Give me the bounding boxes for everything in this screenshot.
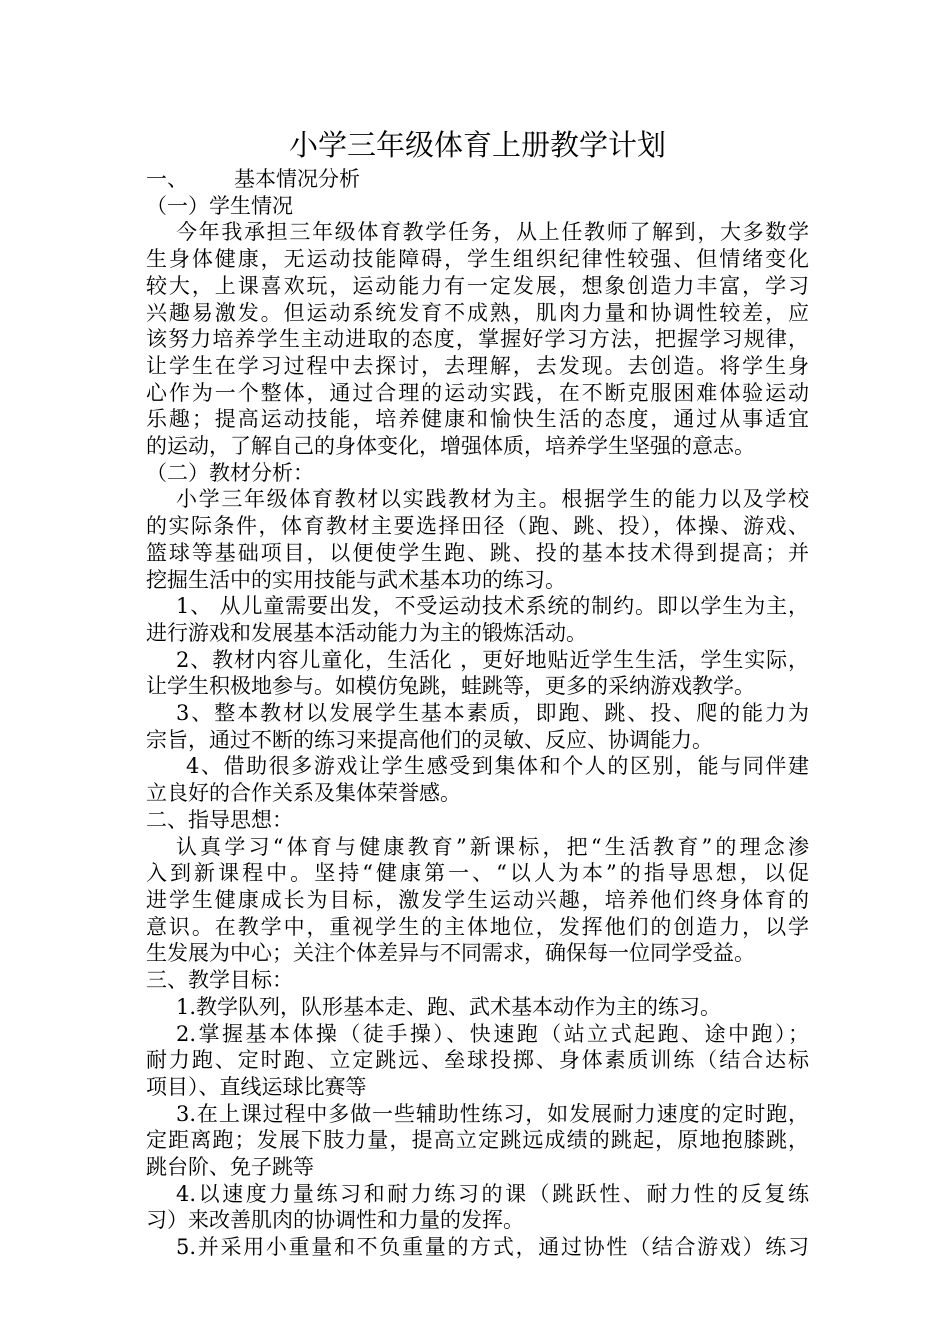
paragraph-line: 较大，上课喜欢玩，运动能力有一定发展，想象创造力丰富，学习 — [146, 273, 809, 298]
section-heading-2: 二、指导思想： — [146, 807, 293, 832]
goal-line: 1.教学队列，队形基本走、跑、武术基本动作为主的练习。 — [176, 994, 722, 1019]
paragraph-line: 该努力培养学生主动进取的态度，掌握好学习方法，把握学习规律， — [146, 327, 809, 352]
section-heading-3: 三、教学目标： — [146, 968, 293, 993]
paragraph-line: 挖掘生活中的实用技能与武术基本功的练习。 — [146, 567, 566, 592]
document-body — [146, 124, 809, 1261]
goal-line: 耐力跑、定时跑、立定跳远、垒球投掷、身体素质训练（结合达标 — [146, 1048, 809, 1073]
paragraph-line: 入到新课程中。坚持“健康第一、“以人为本”的指导思想，以促 — [146, 861, 809, 886]
section-number: 一、 — [146, 167, 188, 191]
goal-line: 定距离跑；发展下肢力量，提高立定跳远成绩的跳起，原地抱膝跳， — [146, 1128, 809, 1153]
paragraph-line: 兴趣易激发。但运动系统发育不成熟，肌肉力量和协调性较差，应 — [146, 300, 809, 325]
list-item-line: 1、 从儿童需要出发，不受运动技术系统的制约。即以学生为主， — [176, 594, 809, 619]
subheading-material-analysis: （二）教材分析： — [146, 460, 314, 485]
paragraph-line: 生发展为中心；关注个体差异与不同需求，确保每一位同学受益。 — [146, 941, 755, 966]
goal-line: 跳台阶、免子跳等 — [146, 1155, 314, 1180]
section-heading-1 — [146, 166, 809, 193]
list-item-line: 让学生积极地参与。如模仿兔跳，蛙跳等，更多的采纳游戏教学。 — [146, 674, 755, 699]
paragraph-line: 乐趣；提高运动技能，培养健康和愉快生活的态度，通过从事适宜 — [146, 407, 809, 432]
subheading-student-situation: （一）学生情况 — [146, 193, 293, 218]
goal-line: 3.在上课过程中多做一些辅助性练习，如发展耐力速度的定时跑， — [176, 1101, 809, 1126]
paragraph-line: 的实际条件，体育教材主要选择田径（跑、跳、投），体操、游戏、 — [146, 514, 809, 539]
list-item-line: 进行游戏和发展基本活动能力为主的锻炼活动。 — [146, 620, 587, 645]
goal-line: 2.掌握基本体操（徒手操）、快速跑（站立式起跑、途中跑）； — [176, 1021, 809, 1046]
goal-line: 4.以速度力量练习和耐力练习的课（跳跃性、耐力性的反复练 — [176, 1181, 809, 1206]
paragraph-line: 进学生健康成长为目标，激发学生运动兴趣，培养他们终身体育的 — [146, 887, 809, 912]
paragraph-line: 小学三年级体育教材以实践教材为主。根据学生的能力以及学校 — [176, 487, 809, 512]
paragraph-line: 认真学习“体育与健康教育”新课标，把“生活教育”的理念渗 — [176, 834, 809, 859]
paragraph-line: 让学生在学习过程中去探讨，去理解，去发现。去创造。将学生身 — [146, 353, 809, 378]
list-item-line: 宗旨，通过不断的练习来提高他们的灵敏、反应、协调能力。 — [146, 727, 713, 752]
paragraph-line: 生身体健康，无运动技能障碍，学生组织纪律性较强、但情绪变化 — [146, 247, 809, 272]
goal-line: 5.并采用小重量和不负重量的方式，通过协性（结合游戏）练习 — [176, 1235, 809, 1260]
paragraph-line: 今年我承担三年级体育教学任务，从上任教师了解到，大多数学 — [176, 220, 809, 245]
list-item-line: 3、整本教材以发展学生基本素质，即跑、跳、投、爬的能力为 — [176, 701, 809, 726]
goal-line: 习）来改善肌肉的协调性和力量的发挥。 — [146, 1208, 524, 1233]
section-label: 基本情况分析 — [234, 167, 360, 191]
list-item-line: 4、借助很多游戏让学生感受到集体和个人的区别，能与同伴建 — [186, 754, 809, 779]
paragraph-line: 意识。在教学中，重视学生的主体地位，发挥他们的创造力，以学 — [146, 914, 809, 939]
page-title: 小学三年级体育上册教学计划 — [288, 128, 666, 162]
paragraph-line: 心作为一个整体，通过合理的运动实践，在不断克服困难体验运动 — [146, 380, 809, 405]
list-item-line: 2、教材内容儿童化，生活化 ，更好地贴近学生生活，学生实际， — [176, 647, 809, 672]
list-item-line: 立良好的合作关系及集体荣誉感。 — [146, 781, 461, 806]
paragraph-line: 的运动，了解自己的身体变化，增强体质，培养学生坚强的意志。 — [146, 434, 755, 459]
paragraph-line: 篮球等基础项目，以便使学生跑、跳、投的基本技术得到提高；并 — [146, 540, 809, 565]
goal-line: 项目）、直线运球比赛等 — [146, 1074, 367, 1099]
